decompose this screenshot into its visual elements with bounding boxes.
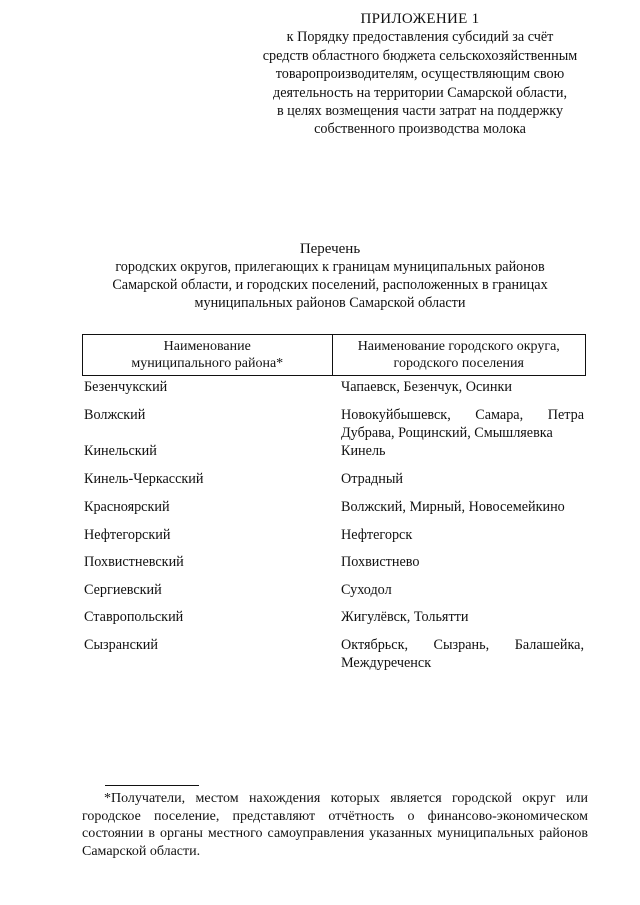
appendix-line: деятельность на территории Самарской области, (273, 84, 567, 101)
appendix-block (230, 10, 610, 139)
header-district-line: Наименование (163, 339, 251, 354)
district-cell: Сергиевский (84, 582, 162, 598)
table-header (82, 334, 586, 376)
appendix-line: к Порядку предоставления субсидий за счёт (286, 29, 554, 46)
appendix-line: товаропроизводителям, осуществляющим свою (275, 66, 565, 83)
district-cell: Ставропольский (84, 609, 184, 625)
appendix-line: в целях возмещения части затрат на поддержку (276, 103, 564, 120)
header-district-line: муниципального района* (131, 356, 284, 371)
header-settlement-line: Наименование городского округа, (357, 339, 560, 354)
appendix-line: собственного производства молока (314, 121, 526, 138)
settlement-cell: Суходол (341, 582, 392, 598)
list-title-line: городских округов, прилегающих к границам муниципальных районов (115, 259, 545, 275)
settlement-cell: Новокуйбышевск, Самара, Петра Дубрава, Рощинский, Смышляевка (341, 407, 584, 441)
settlement-cell: Жигулёвск, Тольятти (341, 609, 469, 625)
footnote: *Получатели, местом нахождения которых является городской округ или городское поселение, представляют отчётность о финансово-экономическом состоянии в органы местного самоуправления указанных муниципальных районов Самарской области. (82, 791, 588, 859)
settlement-cell: Чапаевск, Безенчук, Осинки (341, 379, 512, 395)
footnote-divider (105, 785, 199, 786)
header-settlement-line: городского поселения (393, 356, 524, 371)
settlement-cell: Нефтегорск (341, 527, 413, 543)
settlement-cell: Кинель (341, 443, 386, 459)
settlement-cell: Октябрьск, Сызрань, Балашейка, Междуреченск (341, 637, 584, 671)
settlement-cell: Волжский, Мирный, Новосемейкино (341, 499, 565, 515)
list-title-line: Самарской области, и городских поселений, расположенных в границах (112, 277, 548, 293)
district-cell: Кинельский (84, 443, 157, 459)
list-title-block (70, 240, 590, 312)
district-cell: Кинель-Черкасский (84, 471, 204, 487)
list-title-line: муниципальных районов Самарской области (194, 295, 466, 311)
appendix-line: средств областного бюджета сельскохозяйственным (262, 47, 578, 64)
settlement-cell: Похвистнево (341, 554, 420, 570)
appendix-heading: ПРИЛОЖЕНИЕ 1 (360, 11, 480, 27)
district-cell: Сызранский (84, 637, 158, 653)
header-district (83, 335, 333, 375)
settlements-table (82, 334, 586, 671)
district-cell: Похвистневский (84, 554, 184, 570)
district-cell: Безенчукский (84, 379, 168, 395)
list-title-heading: Перечень (299, 241, 361, 257)
district-cell: Волжский (84, 407, 146, 423)
header-settlement (333, 335, 586, 375)
district-cell: Нефтегорский (84, 527, 171, 543)
settlement-cell: Отрадный (341, 471, 403, 487)
district-cell: Красноярский (84, 499, 170, 515)
